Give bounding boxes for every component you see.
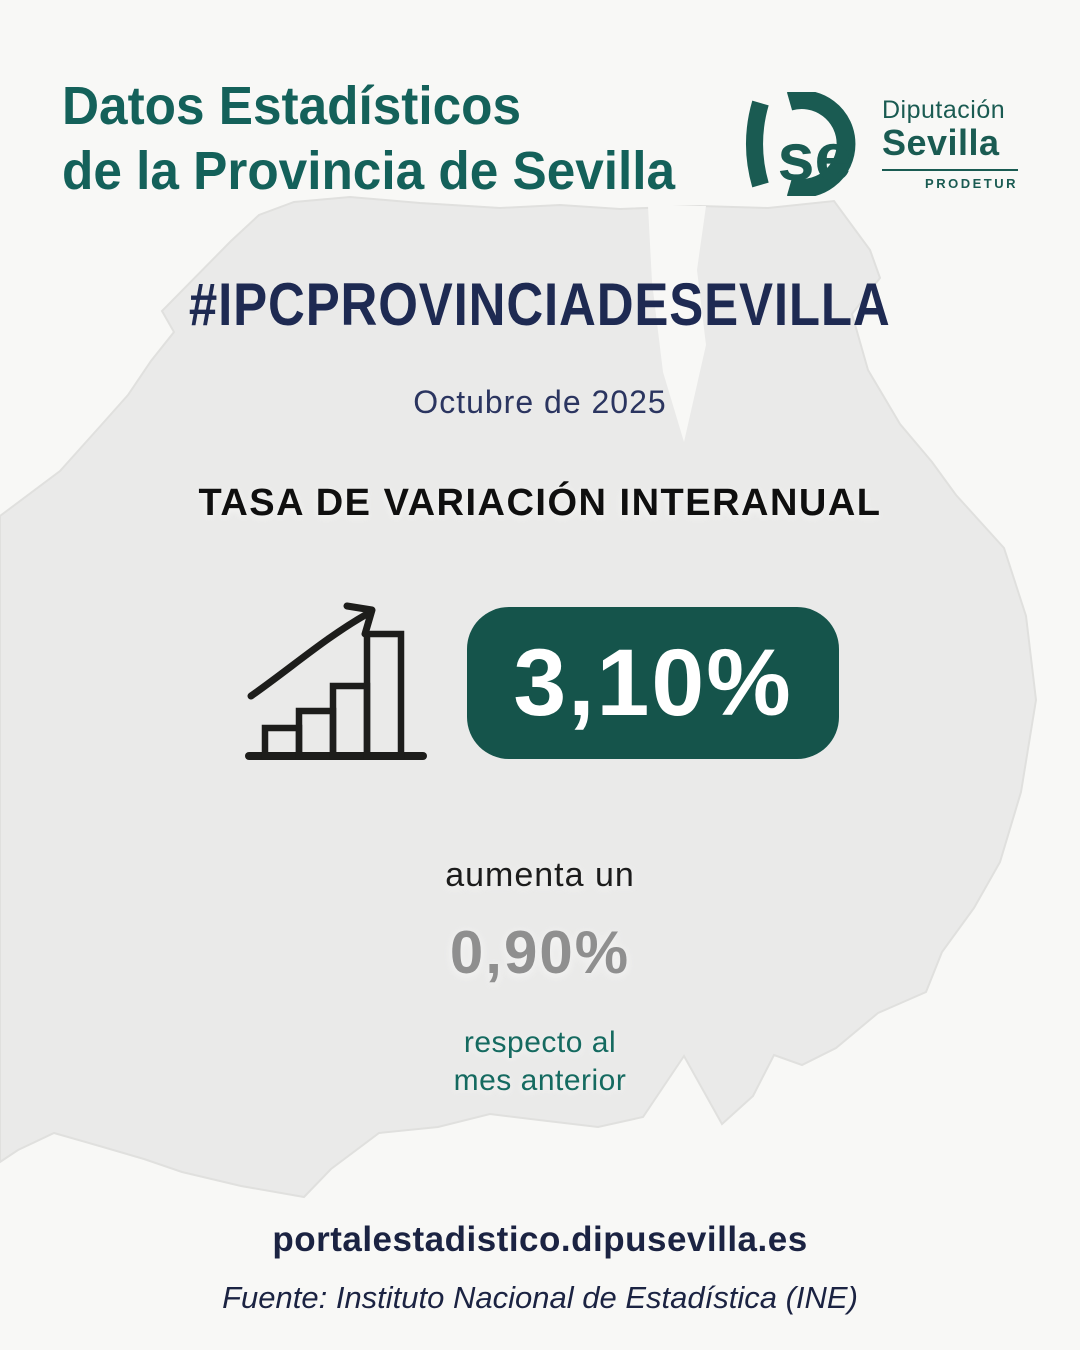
hashtag-heading <box>0 270 1080 339</box>
kpi-row <box>0 598 1080 768</box>
page-title <box>62 74 675 204</box>
diputacion-sevilla-logo <box>740 92 1018 196</box>
logo-wordmark <box>882 97 1018 192</box>
logo-org-bold: Sevilla <box>882 121 1000 163</box>
page-title-line1: Datos Estadísticos <box>62 76 521 136</box>
logo-sub-brand: PRODETUR <box>925 176 1018 192</box>
footer-source: Fuente: Instituto Nacional de Estadística (INE) <box>222 1280 858 1315</box>
hashtag-text: #IPCPROVINCIADESEVILLA <box>189 271 891 338</box>
page-title-line2: de la Provincia de Sevilla <box>62 140 676 201</box>
secondary-lead: aumenta un <box>445 856 635 894</box>
logo-monogram-text: se <box>777 120 852 195</box>
logo-monogram-icon <box>740 92 868 196</box>
footer-url[interactable]: portalestadistico.dipusevilla.es <box>272 1220 808 1259</box>
secondary-value: 0,90% <box>449 919 631 986</box>
secondary-note-line1: respecto al <box>463 1026 617 1059</box>
logo-org-light: Diputación <box>882 95 1006 124</box>
kpi-value: 3,10% <box>513 629 793 736</box>
growth-chart-icon <box>241 598 431 768</box>
logo-rule <box>882 169 1018 171</box>
kpi-value-box <box>467 607 838 760</box>
section-title: TASA DE VARIACIÓN INTERANUAL <box>198 482 882 524</box>
secondary-note-line2: mes anterior <box>453 1063 627 1097</box>
secondary-note <box>0 1024 1080 1099</box>
date-label: Octubre de 2025 <box>413 384 667 420</box>
